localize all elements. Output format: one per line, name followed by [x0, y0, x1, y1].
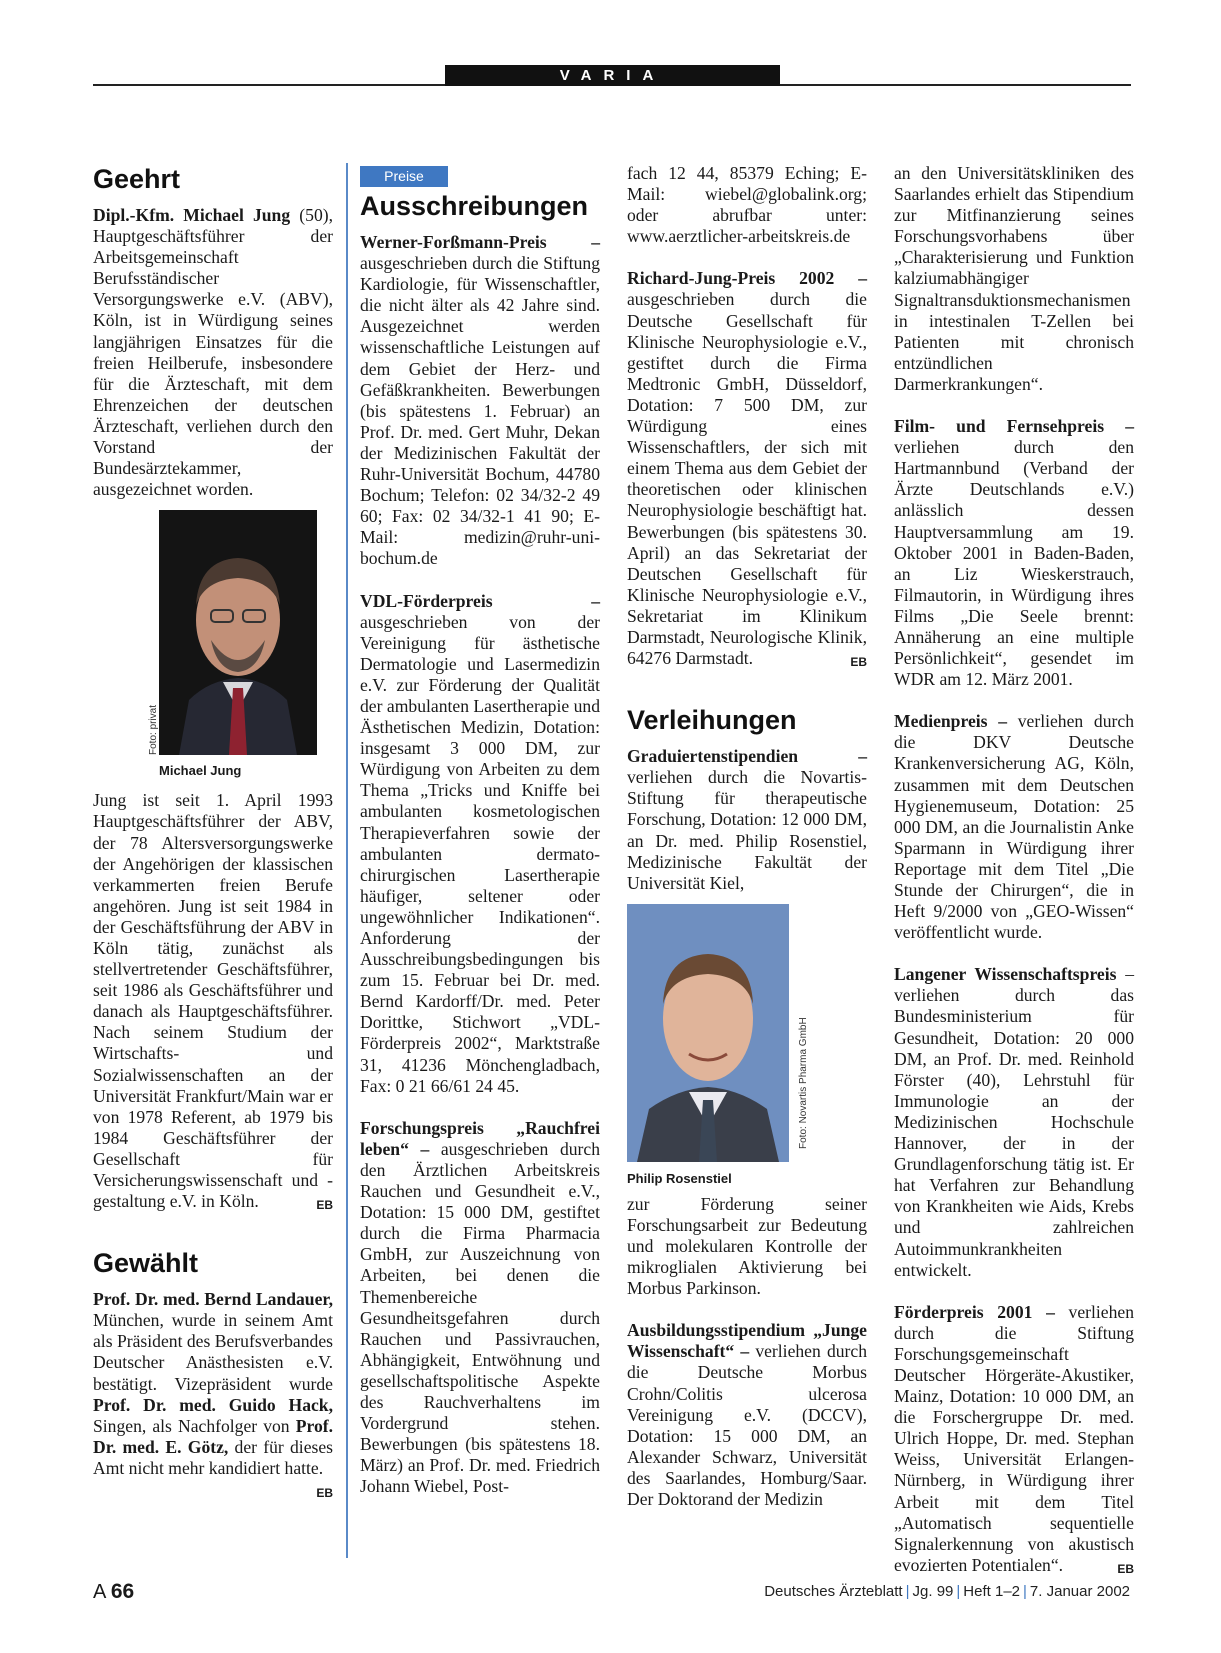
heading-verleihungen: Verleihungen [627, 705, 797, 736]
paragraph-medienpreis: Medienpreis – verliehen durch die DKV Deutsche Krankenversicherung AG, Köln, zusammen mit dem Deutschen Hygienemuseum, Dotation: 25 000 DM, an die Journalistin Anke Sparmann in Würdigung ihrer Reportage mit dem Titel „Die Stunde der Chirurgen“, die in Heft 9/2000 von „GEO-Wissen“ veröffentlicht wurde. [894, 711, 1134, 943]
photo-caption: Michael Jung [159, 763, 242, 779]
paragraph-junge-wissenschaft-cont: an den Universitätskliniken des Saarlandes erhielt das Stipendium zur Mitfinanzierung seines Forschungsvorhabens über „Charakterisierung und Funktion kalziumabhängiger Signaltransduktionsmechanismen in intestinalen T-Zellen bei Patienten mit chronisch entzündlichen Darmerkrankungen“. [894, 163, 1134, 394]
heading-ausschreibungen: Ausschreibungen [360, 191, 589, 221]
paragraph-rauchfrei: Forschungspreis „Rauchfrei leben“ – ausgeschrieben durch den Ärztlichen Arbeitskreis Rauchen und Gesundheit e.V., Dotation: 15 000 DM, gestiftet durch die Firma Pharmacia GmbH, zur Auszeichnung von Arbeiten, bei denen die Themenbereiche Gesundheitsgefahren durch Rauchen und Passivrauchen, Abhängigkeit, Entwöhnung und gesellschaftspolitische Aspekte des Rauchverhaltens im Vordergrund stehen. Bewerbungen (bis spätestens 18. März) an Prof. Dr. med. Friedrich Johann Wiebel, Post- [360, 1117, 601, 1497]
photo-michael-jung [93, 500, 333, 790]
page-number: A 66 [93, 1580, 135, 1603]
paragraph-junge-wissenschaft: Ausbildungsstipendium „Junge Wissenschaft“ – verliehen durch die Deutsche Morbus Crohn/Colitis ulcerosa Vereinigung e.V. (DCCV), Dotation: 15 000 DM, an Alexander Schwarz, Universität des Saarlandes, Homburg/Saar. Der Doktorand der Medizin [627, 1320, 868, 1510]
paragraph-forssmann: Werner-Forßmann-Preis – ausgeschrieben durch die Stiftung Kardiologie, für Wissenschaftler, die nicht älter als 42 Jahre sind. Ausgezeichnet werden wissenschaftliche Leistungen auf dem Gebiet der Herz- und Gefäßkrankheiten. Bewerbungen (bis spätestens 1. Februar) an Prof. Dr. med. Gert Muhr, Dekan der Medizinischen Fakultät der Ruhr-Universität Bochum, 44780 Bochum; Telefon: 02 34/32-2 49 60; Fax: 02 34/32-1 41 90; E-Mail: medizin@ruhr-uni-bochum.de [360, 232, 600, 569]
portrait-image [159, 510, 317, 755]
author-initials: EB [316, 1198, 333, 1213]
portrait-image [627, 904, 789, 1162]
heading-geehrt: Geehrt [93, 164, 181, 194]
photo-credit: Foto: privat [148, 705, 159, 756]
paragraph-vdl: VDL-Förderpreis – ausgeschrieben von der Vereinigung für ästhetische Dermatologie und Lasermedizin e.V. zur Förderung der Qualität der ambulanten Lasertherapie und Ästhetischen Medizin, Dotation: insgesamt 3 000 DM, zur Würdigung von Arbeiten zu dem Thema „Tricks und Kniffe bei ambulanten kosmetologischen Therapieverfahren sowie der ambulanten dermato-chirurgischen Lasertherapie häufiger, seltener oder ungewöhnlicher Indikationen“. Anforderung der Ausschreibungsbedingungen bis zum 15. Februar bei Dr. med. Bernd Kardorff/Dr. med. Peter Dorittke, Stichwort „VDL-Förderpreis 2002“, Marktstraße 31, 41236 Mönchengladbach, Fax: 0 21 66/61 24 45. [360, 590, 600, 1096]
photo-caption: Philip Rosenstiel [627, 1170, 732, 1186]
author-initials: EB [1117, 1561, 1134, 1576]
photo-philip-rosenstiel [627, 894, 867, 1194]
paragraph-film-fernsehpreis: Film- und Fernsehpreis – verliehen durch den Hartmannbund (Verband der Ärzte Deutschlands e.V.) anlässlich dessen Hauptversammlung am 19. Oktober 2001 in Baden-Baden, an Liz Wieskerstrauch, Filmautorin, in Würdigung ihres Films „Die Seele brennt: Annäherung an eine multiple Persönlichkeit“, gesendet im WDR am 12. März 2001. [894, 416, 1134, 690]
paragraph-graduierten: Graduiertenstipendien – verliehen durch die Novartis-Stiftung für therapeutische Forschung, Dotation: 12 000 DM, an Dr. med. Philip Rosenstiel, Medizinische Fakultät der Universität Kiel, [627, 746, 867, 893]
paragraph-graduierten-cont: zur Förderung seiner Forschungsarbeit zur Bedeutung und molekularen Kontrolle der mikroglialen Aktivierung bei Morbus Parkinson. [627, 1193, 867, 1299]
paragraph-richard-jung: Richard-Jung-Preis 2002 – ausgeschrieben durch die Deutsche Gesellschaft für Klinische Neurophysiologie e.V., gestiftet durch die Firma Medtronic GmbH, Düsseldorf, Dotation: 7 500 DM, zur Würdigung eines Wissenschaftlers, der sich mit einem Thema aus dem Gebiet der theoretischen oder klinischen Neurophysiologie beschäftigt hat. Bewerbungen (bis spätestens 30. April) an das Sekretariat der Deutschen Gesellschaft für Klinische Neurophysiologie e.V., Sekretariat im Klinikum Darmstadt, Neurologische Klinik, 64276 Darmstadt. EB [627, 268, 867, 669]
heading-gewaehlt: Gewählt [93, 1248, 199, 1279]
paragraph-landauer: Prof. Dr. med. Bernd Landauer, München, wurde in seinem Amt als Präsident des Berufsverbandes Deutscher Anästhesisten e.V. bestätigt. Vizepräsident wurde Prof. Dr. med. Guido Hack, Singen, als Nachfolger von Prof. Dr. med. E. Götz, der für dieses Amt nicht mehr kandidiert hatte. EB [93, 1289, 333, 1479]
column-divider [346, 163, 348, 1558]
paragraph-foerderpreis: Förderpreis 2001 – verliehen durch die Stiftung Forschungsgemeinschaft Deutscher Hörgeräte-Akustiker, Mainz, Dotation: 10 000 DM, an die Forschergruppe Dr. med. Ulrich Hoppe, Dr. med. Stephan Weiss, Universität Erlangen-Nürnberg, in Würdigung ihrer Arbeit mit dem Titel „Automatisch sequentielle Signalerkennung von akustisch evozierten Potentialen“. EB [894, 1302, 1134, 1576]
author-initials: EB [850, 655, 867, 670]
journal-info: Deutsches Ärzteblatt | Jg. 99 | Heft 1–2 | 7. Januar 2002 [764, 1583, 1130, 1600]
paragraph-jung-2: Jung ist seit 1. April 1993 Hauptgeschäftsführer der ABV, der 78 Altersversorgungswerke der Angehörigen der klassischen verkammerten freien Berufe angehören. Jung ist seit 1984 in der Geschäftsführung der ABV in Köln tätig, zunächst als stellvertretender Geschäftsführer, seit 1986 als Geschäftsführer und danach als Hauptgeschäftsführer. Nach seinem Studium der Wirtschafts- und Sozialwissenschaften an der Universität Frankfurt/Main war er von 1978 Referent, ab 1979 bis 1984 Geschäftsführer der Gesellschaft für Versicherungswissenschaft und -gestaltung e.V. in Köln. EB [93, 790, 333, 1212]
column-1 [93, 163, 333, 1504]
column-3 [627, 163, 867, 1510]
paragraph-rauchfrei-cont: fach 12 44, 85379 Eching; E-Mail: wiebel@globalink.org; oder abrufbar unter: www.aerztlicher-arbeitskreis.de [627, 163, 867, 247]
author-initials: EB [316, 1486, 333, 1501]
paragraph-langener: Langener Wissenschaftspreis – verliehen durch das Bundesministerium für Gesundheit, Dotation: 20 000 DM, an Prof. Dr. med. Reinhold Förster (40), Lehrstuhl für Immunologie an der Medizinischen Hochschule Hannover, der in der Grundlagenforschung tätig ist. Er hat Verfahren zur Behandlung von Krankheiten wie Aids, Krebs und zahlreichen Autoimmunkrankheiten entwickelt. [894, 964, 1134, 1280]
section-label: VARIA [445, 65, 780, 86]
photo-credit: Foto: Novartis Pharma GmbH [798, 1017, 809, 1149]
paragraph-jung-1: Dipl.-Kfm. Michael Jung (50), Hauptgeschäftsführer der Arbeitsgemeinschaft Berufsständischer Versorgungswerke e.V. (ABV), Köln, ist in Würdigung seines langjährigen Einsatzes für die freien Heilberufe, insbesondere für die Ärzteschaft, mit dem Ehrenzeichen der deutschen Ärzteschaft, verliehen durch den Vorstand der Bundesärztekammer, ausgezeichnet worden. [93, 205, 334, 500]
column-4 [894, 163, 1134, 1580]
category-tag: Preise [360, 166, 448, 187]
column-2 [360, 190, 600, 1497]
